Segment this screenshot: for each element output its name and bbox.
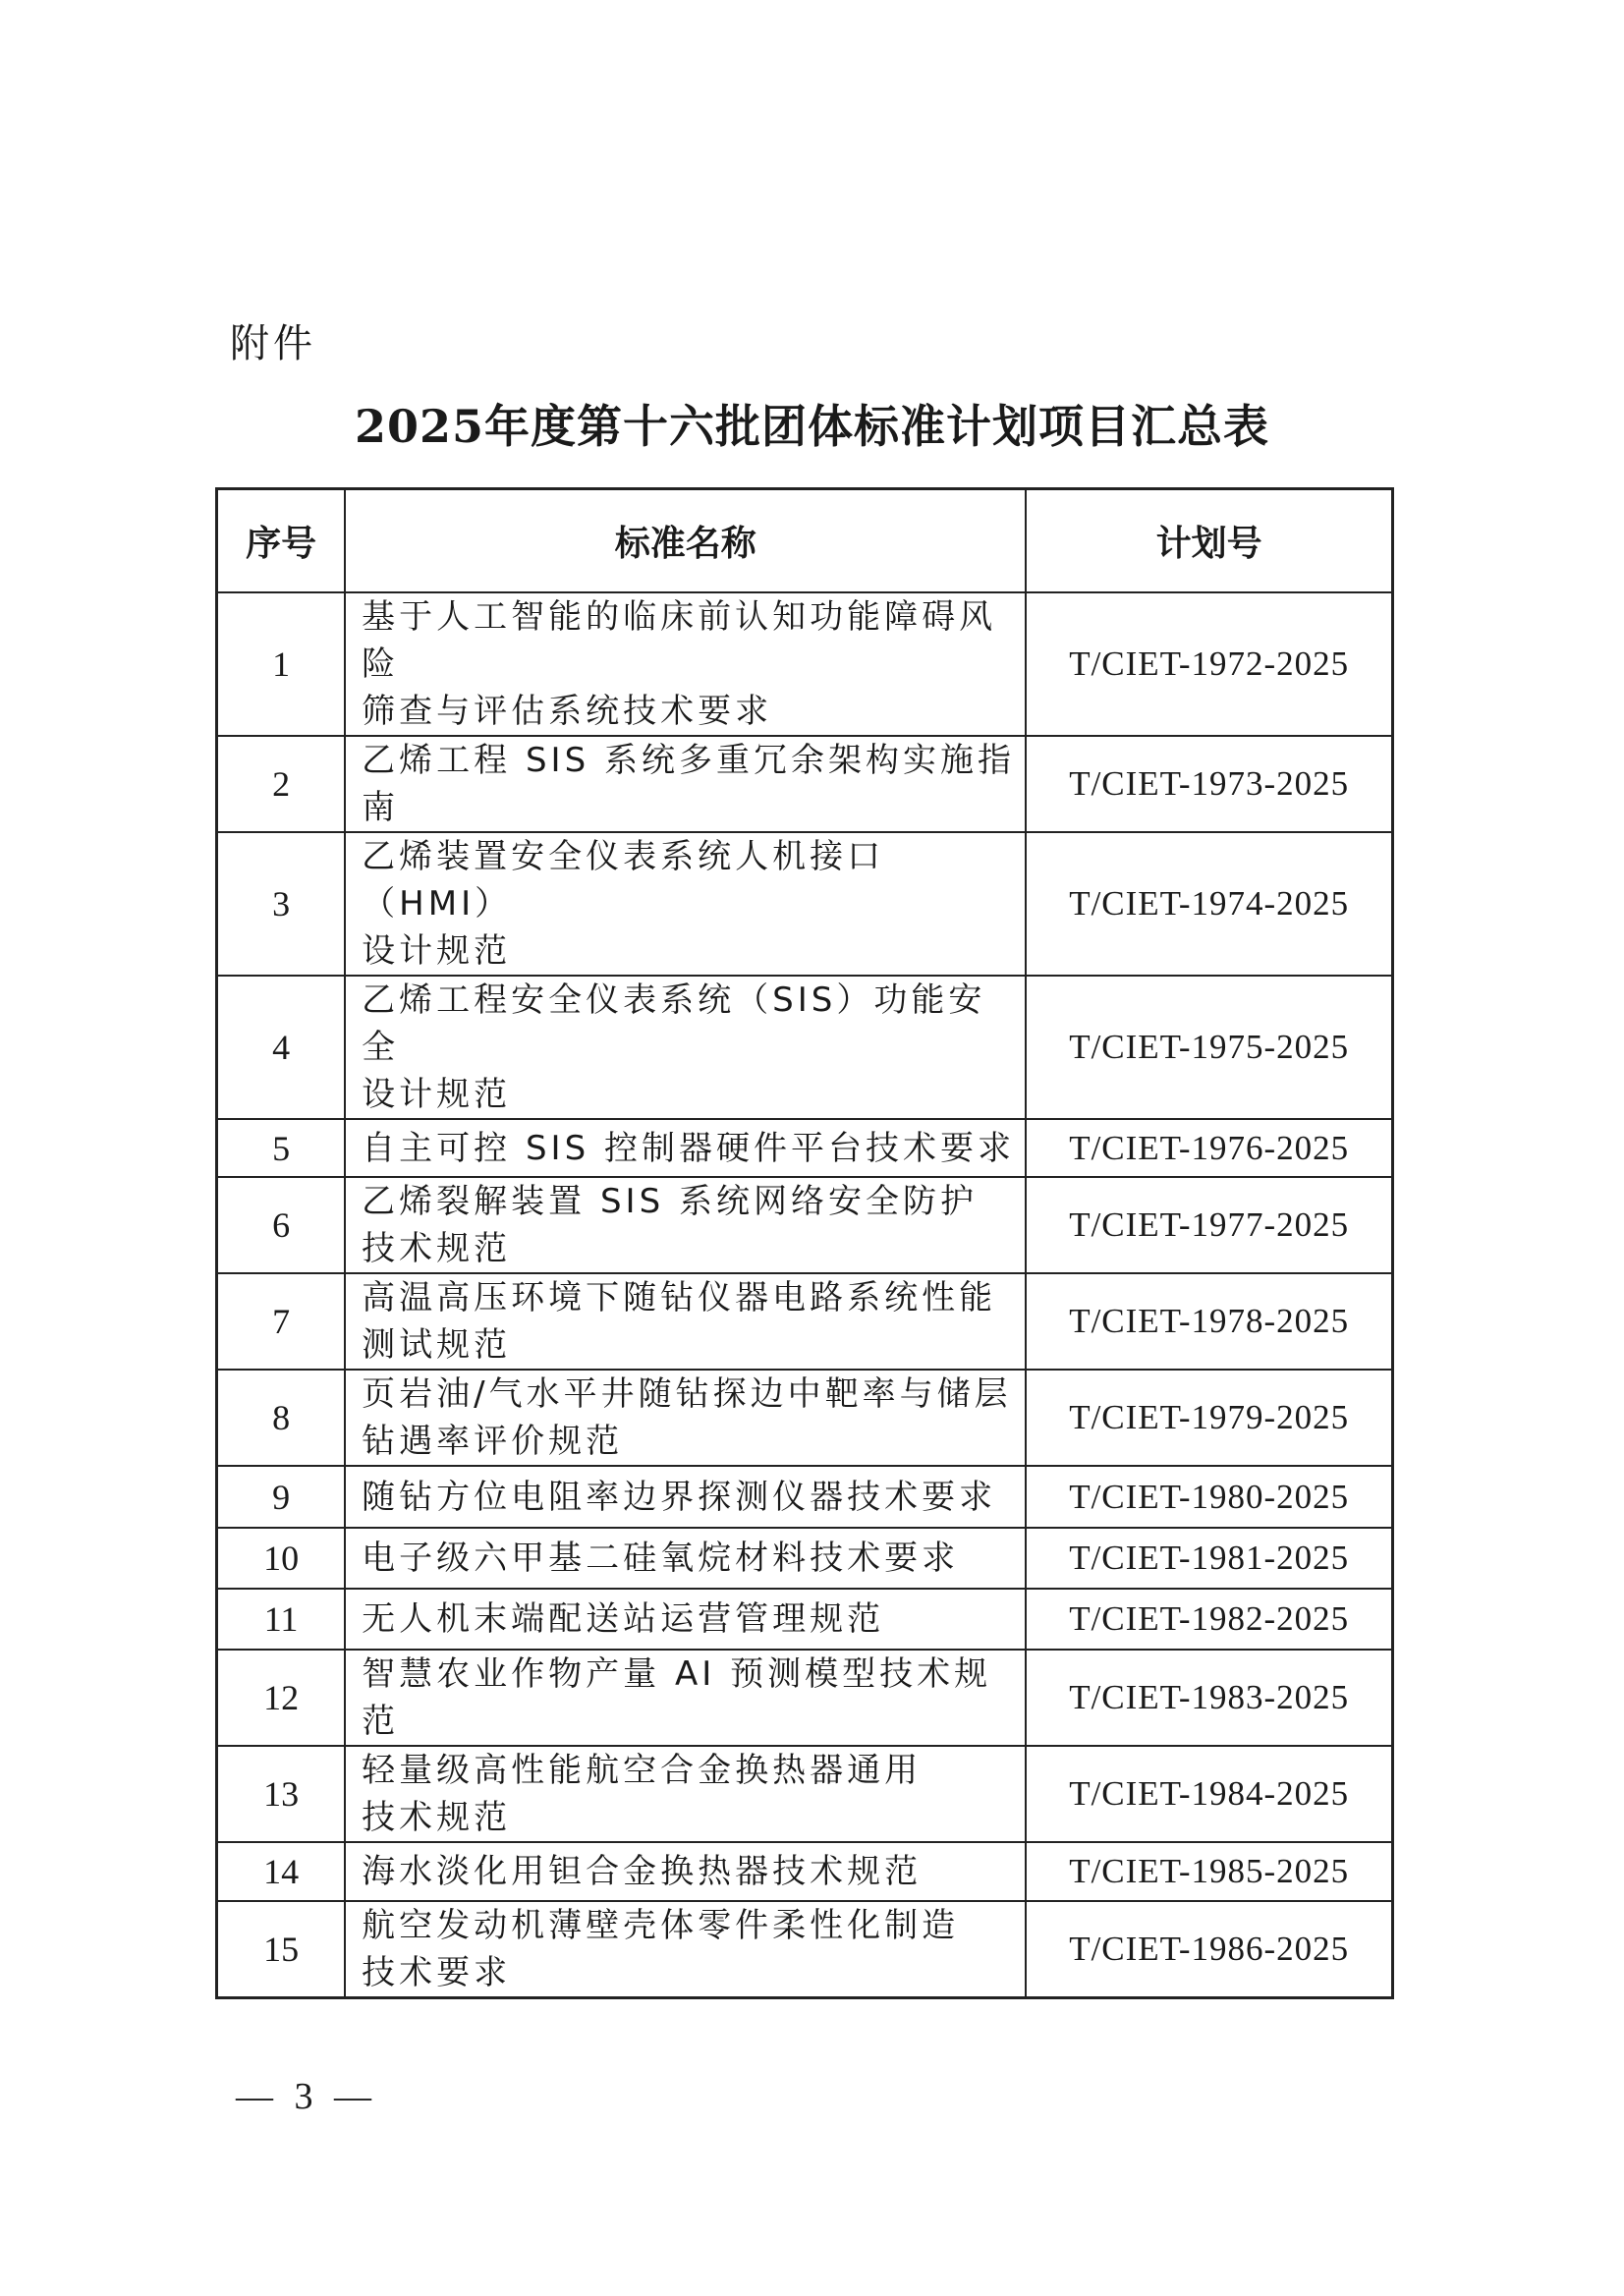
table-row: [217, 832, 1393, 976]
standard-name-cell: 自主可控 SIS 控制器硬件平台技术要求: [345, 1119, 1026, 1177]
table-row: [217, 736, 1393, 832]
plan-number-cell: T/CIET-1983-2025: [1026, 1650, 1392, 1746]
table-row: [217, 592, 1393, 736]
plan-number-cell: T/CIET-1986-2025: [1026, 1901, 1392, 1998]
serial-number-cell: 15: [217, 1901, 346, 1998]
serial-number-cell: 9: [217, 1466, 346, 1528]
serial-number-cell: 1: [217, 592, 346, 736]
plan-number-cell: T/CIET-1975-2025: [1026, 976, 1392, 1119]
plan-number-cell: T/CIET-1972-2025: [1026, 592, 1392, 736]
plan-number-cell: T/CIET-1976-2025: [1026, 1119, 1392, 1177]
header-standard-name: 标准名称: [345, 489, 1026, 593]
table-row: [217, 1901, 1393, 1998]
standard-name-cell: 高温高压环境下随钻仪器电路系统性能 测试规范: [345, 1273, 1026, 1370]
page-number: — 3 —: [236, 2076, 377, 2117]
serial-number-cell: 5: [217, 1119, 346, 1177]
header-plan-number: 计划号: [1026, 489, 1392, 593]
table-row: [217, 1842, 1393, 1901]
serial-number-cell: 10: [217, 1528, 346, 1589]
table-row: [217, 1370, 1393, 1466]
serial-number-cell: 6: [217, 1177, 346, 1273]
document-title: 2025年度第十六批团体标准计划项目汇总表: [354, 400, 1270, 453]
serial-number-cell: 11: [217, 1589, 346, 1650]
standard-name-cell: 电子级六甲基二硅氧烷材料技术要求: [345, 1528, 1026, 1589]
plan-number-cell: T/CIET-1973-2025: [1026, 736, 1392, 832]
standard-name-cell: 海水淡化用钽合金换热器技术规范: [345, 1842, 1026, 1901]
serial-number-cell: 14: [217, 1842, 346, 1901]
plan-number-cell: T/CIET-1980-2025: [1026, 1466, 1392, 1528]
serial-number-cell: 7: [217, 1273, 346, 1370]
table-row: [217, 976, 1393, 1119]
standard-name-cell: 智慧农业作物产量 AI 预测模型技术规范: [345, 1650, 1026, 1746]
standard-name-cell: 无人机末端配送站运营管理规范: [345, 1589, 1026, 1650]
plan-number-cell: T/CIET-1974-2025: [1026, 832, 1392, 976]
standard-name-cell: 基于人工智能的临床前认知功能障碍风险 筛查与评估系统技术要求: [345, 592, 1026, 736]
standard-name-cell: 航空发动机薄壁壳体零件柔性化制造 技术要求: [345, 1901, 1026, 1998]
standard-name-cell: 页岩油/气水平井随钻探边中靶率与储层 钻遇率评价规范: [345, 1370, 1026, 1466]
plan-number-cell: T/CIET-1984-2025: [1026, 1746, 1392, 1842]
standard-name-cell: 乙烯装置安全仪表系统人机接口（HMI） 设计规范: [345, 832, 1026, 976]
table-row: [217, 1177, 1393, 1273]
table-row: [217, 1589, 1393, 1650]
plan-number-cell: T/CIET-1977-2025: [1026, 1177, 1392, 1273]
serial-number-cell: 8: [217, 1370, 346, 1466]
table-row: [217, 1650, 1393, 1746]
table-row: [217, 1746, 1393, 1842]
plan-number-cell: T/CIET-1981-2025: [1026, 1528, 1392, 1589]
standard-name-cell: 乙烯工程 SIS 系统多重冗余架构实施指南: [345, 736, 1026, 832]
serial-number-cell: 4: [217, 976, 346, 1119]
table-header-row: [217, 489, 1393, 593]
header-serial-number: 序号: [217, 489, 346, 593]
attachment-label: 附件: [230, 321, 316, 366]
table-row: [217, 1528, 1393, 1589]
serial-number-cell: 13: [217, 1746, 346, 1842]
plan-number-cell: T/CIET-1982-2025: [1026, 1589, 1392, 1650]
standards-plan-table: [215, 487, 1394, 1999]
serial-number-cell: 12: [217, 1650, 346, 1746]
serial-number-cell: 3: [217, 832, 346, 976]
table-row: [217, 1119, 1393, 1177]
standard-name-cell: 乙烯工程安全仪表系统（SIS）功能安全 设计规范: [345, 976, 1026, 1119]
table-row: [217, 1273, 1393, 1370]
standard-name-cell: 轻量级高性能航空合金换热器通用 技术规范: [345, 1746, 1026, 1842]
plan-number-cell: T/CIET-1985-2025: [1026, 1842, 1392, 1901]
standard-name-cell: 随钻方位电阻率边界探测仪器技术要求: [345, 1466, 1026, 1528]
table-row: [217, 1466, 1393, 1528]
table-body: [217, 592, 1393, 1998]
plan-number-cell: T/CIET-1978-2025: [1026, 1273, 1392, 1370]
plan-number-cell: T/CIET-1979-2025: [1026, 1370, 1392, 1466]
serial-number-cell: 2: [217, 736, 346, 832]
standard-name-cell: 乙烯裂解装置 SIS 系统网络安全防护 技术规范: [345, 1177, 1026, 1273]
